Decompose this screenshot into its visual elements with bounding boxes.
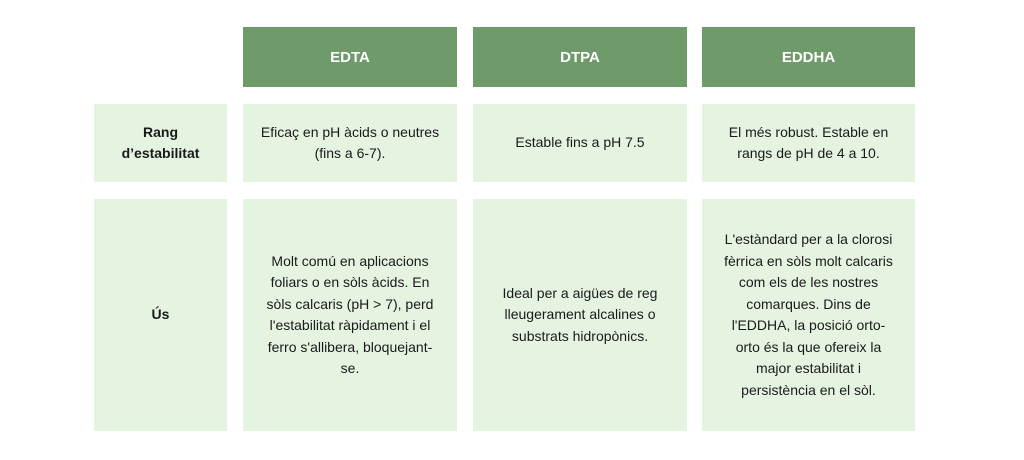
cell-eddha-stability bbox=[702, 104, 915, 182]
cell-text: El més robust. Estable en rangs de pH de 4 a 10. bbox=[728, 123, 889, 161]
cell-dtpa-usage bbox=[473, 199, 687, 431]
header-edta: EDTA bbox=[243, 27, 457, 87]
row-label-text: Rang d’estabilitat bbox=[121, 123, 200, 161]
cell-eddha-usage bbox=[702, 199, 915, 431]
row-label-usage bbox=[94, 199, 227, 431]
cell-text: Ideal per a aigües de reg lleugerament alcalines o substrats hidropònics. bbox=[502, 284, 658, 344]
cell-text: L'estàndard per a la clorosi fèrrica en sòls molt calcaris com els de les nostres comarques. Dins de l'EDDHA, la posició orto-orto és la que ofereix la major estabilitat i persistència en el sòl. bbox=[724, 231, 893, 398]
cell-text: Estable fins a pH 7.5 bbox=[515, 134, 645, 151]
row-label-text: Ús bbox=[151, 306, 170, 323]
row-label-stability-range bbox=[94, 104, 227, 182]
cell-edta-usage bbox=[243, 199, 457, 431]
cell-text: Molt comú en aplicacions foliars o en sòls àcids. En sòls calcaris (pH > 7), perd l'estabilitat ràpidament i el ferro s'allibera, bloquejant-se. bbox=[266, 252, 434, 376]
cell-text: Eficaç en pH àcids o neutres (fins a 6-7). bbox=[260, 123, 440, 161]
header-eddha: EDDHA bbox=[702, 27, 915, 87]
cell-edta-stability bbox=[243, 104, 457, 182]
cell-dtpa-stability bbox=[473, 104, 687, 182]
header-dtpa: DTPA bbox=[473, 27, 687, 87]
